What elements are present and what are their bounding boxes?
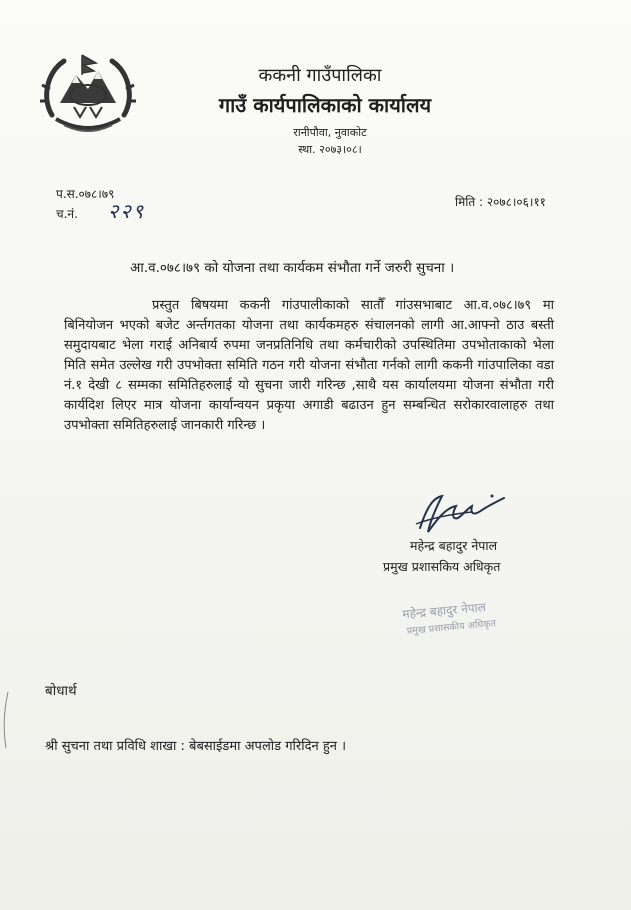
stamp-title: प्रमुख प्रशासकीय अधिकृत <box>406 618 497 637</box>
reference-number: प.स.०७८।७९ <box>56 187 115 201</box>
cc-heading: बोधार्थ <box>45 683 77 699</box>
letter-body: प्रस्तुत बिषयमा ककनी गांउपालीकाको सातौँ गांउसभाबाट आ.व.०७८।७९ मा बिनियोजन भएको बजेट अर्न्तगतका योजना तथा कार्यकमहरु संचालनको लागी आ.आफ्नो ठाउ बस्ती समुदायबाट भेला गराई अनिबार्य रुपमा जनप्रतिनिधि तथा कर्मचारीको उपस्थितिमा उपभोताकाको भेला मिति समेत उल्लेख गरी उपभोक्ता समिति गठन गरी योजना संभौता गर्नको लागी ककनी गांउपालिका वडा नं.१ देखी ८ सम्मका समितिहरुलाई यो सुचना जारी गरिन्छ ,साथै यस कार्यालयमा योजना संभौता गरी कार्यदिश लिएर मात्र योजना कार्यान्वयन प्रकृया अगाडी बढाउन हुन सम्बन्धित सरोकारवालाहरु तथा उपभोक्ता समितिहरुलाई जानकारी गरिन्छ । <box>64 298 554 433</box>
organization-name: ककनी गाउँपालिका <box>258 65 382 86</box>
dispatch-number: २२९ <box>108 199 146 223</box>
office-address: रानीपौवा, नुवाकोट <box>293 126 367 139</box>
dispatch-label: च.नं. <box>56 207 78 221</box>
signatory-name: महेन्द्र बहादुर नेपाल <box>410 538 498 553</box>
cc-recipient-line: श्री सुचना तथा प्रविधि शाखा : बेबसाईडमा अपलोड गरिदिन हुन । <box>45 739 347 754</box>
letter-subject: आ.व.०७८।७९ को योजना तथा कार्यकम संभौता गर्ने जरुरी सुचना । <box>130 260 455 276</box>
nepal-emblem-logo <box>38 45 138 137</box>
letter-date: मिति : २०७८।०६।११ <box>455 195 546 209</box>
page-edge-mark <box>0 690 12 750</box>
handwritten-signature <box>412 488 510 536</box>
established-date: स्था. २०७३।०८। <box>298 143 362 156</box>
official-stamp <box>397 592 530 643</box>
office-title: गाउँ कार्यपालिकाको कार्यालय <box>218 93 432 117</box>
signatory-title: प्रमुख प्रशासकिय अधिकृत <box>383 559 501 574</box>
stamp-name: महेन्द्र बहादुर नेपाल <box>401 600 487 622</box>
